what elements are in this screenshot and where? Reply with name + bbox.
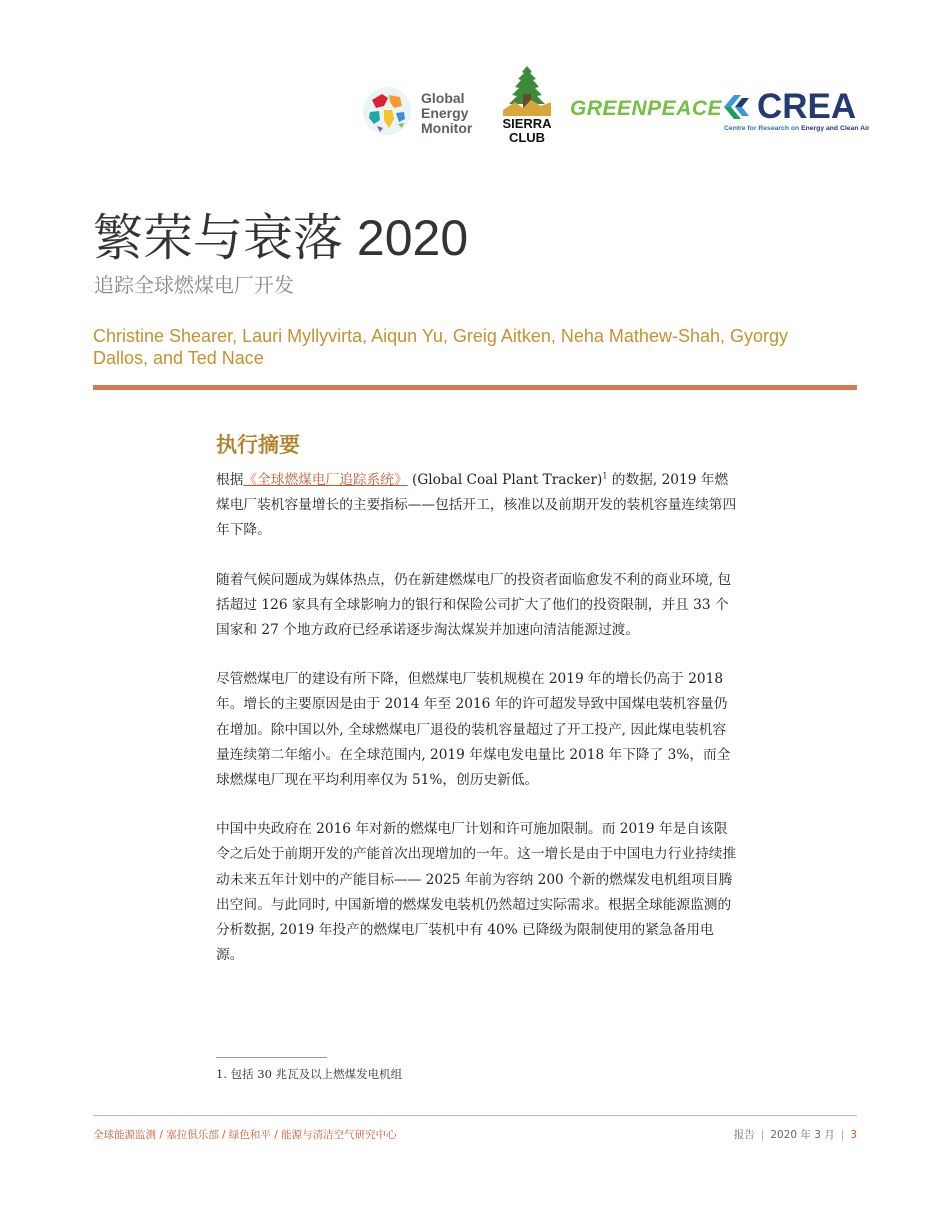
report-title: 繁荣与衰落 2020 <box>93 210 469 266</box>
footer-separator: | <box>840 1129 845 1141</box>
crea-subtitle <box>724 125 870 132</box>
title-divider <box>93 385 857 390</box>
coal-plant-tracker-link[interactable]: 《全球燃煤电厂追踪系统》 <box>243 472 408 488</box>
paragraph-3: 尽管燃煤电厂的建设有所下降，但燃煤电厂装机规模在 2019 年的增长仍高于 2018 年。增长的主要原因是由于 2014 年至 2016 年的许可超发导致中国煤电装机容量仍在增加。除中国以外, 全球燃煤电厂退役的装机容量超过了开工投产, 因此煤电装机容量连续第二年缩小。在全球范围内, 2019 年煤电发电量比 2018 年下降了 3%，而全球燃煤电厂现在平均利用率仅为 51%，创历史新低。 <box>216 671 731 789</box>
p1-post: 的数据, 2019 年燃煤电厂装机容量增长的主要指标——包括开工，核准以及前期开发的装机容量连续第四年下降。 <box>216 472 737 539</box>
gem-line-2: Energy <box>421 105 469 121</box>
footer-date: 2020 年 3 月 <box>770 1129 835 1141</box>
gem-line-3: Monitor <box>421 120 473 136</box>
footer-report-label: 报告 <box>733 1129 755 1141</box>
footer-organizations: 全球能源监测 / 塞拉俱乐部 / 绿色和平 / 能源与清洁空气研究中心 <box>93 1129 397 1141</box>
sierra-line-2: CLUB <box>508 130 546 145</box>
p1-pre: 根据 <box>216 472 244 488</box>
crea-subtitle-b: Energy and Clean Air <box>801 125 870 132</box>
footnote: 1. 包括 30 兆瓦及以上燃煤发电机组 <box>216 1067 403 1081</box>
crea-subtitle-a: Centre for Research on <box>724 125 802 132</box>
greenpeace-logo: GREENPEACE <box>570 97 723 120</box>
crea-wordmark: CREA <box>757 87 857 126</box>
paragraph-4: 中国中央政府在 2016 年对新的燃煤电厂计划和许可施加限制。而 2019 年是自该限令之后处于前期开发的产能首次出现增加的一年。这一增长是由于中国电力行业持续推动未来五年计划中的产能目标—— 2025 年前为容纳 200 个新的燃煤发电机组项目腾出空间。与此同时, 中国新增的燃煤发电装机仍然超过实际需求。根据全球能源监测的分析数据, 2019 年投产的燃煤电厂装机中有 40% 已降级为限制使用的紧急备用电源。 <box>216 821 737 964</box>
paragraph-2: 随着气候问题成为媒体热点，仍在新建燃煤电厂的投资者面临愈发不利的商业环境, 包括超过 126 家具有全球影响力的银行和保险公司扩大了他们的投资限制，并且 33 个国家和 27 个地方政府已经承诺逐步淘汰煤炭并加速向清洁能源过渡。 <box>216 571 732 639</box>
authors: Christine Shearer, Lauri Myllyvirta, Aiqun Yu, Greig Aitken, Neha Mathew-Shah, Gyorgy Dallos, and Ted Nace <box>93 326 789 368</box>
sierra-wordmark <box>498 117 556 145</box>
report-subtitle: 追踪全球燃煤电厂开发 <box>94 275 294 297</box>
footer-divider <box>93 1115 857 1116</box>
section-heading: 执行摘要 <box>216 433 300 457</box>
p1-mid: (Global Coal Plant Tracker) <box>412 472 603 488</box>
partner-logos <box>360 62 870 152</box>
footnote-ref[interactable]: 1 <box>602 471 608 481</box>
page-number: 3 <box>850 1129 857 1141</box>
globe-icon <box>362 86 412 136</box>
paragraph-1 <box>216 468 738 544</box>
sierra-club-logo <box>498 64 556 149</box>
gem-line-1: Global <box>421 90 465 106</box>
crea-mark-icon <box>722 90 754 124</box>
sierra-line-1: SIERRA <box>502 116 552 131</box>
global-energy-monitor-logo <box>360 84 485 144</box>
gem-wordmark <box>421 91 472 136</box>
footer-separator: | <box>760 1129 765 1141</box>
report-body <box>216 468 738 992</box>
sequoia-tree-icon <box>501 64 553 116</box>
crea-logo <box>720 87 870 138</box>
footer-meta <box>734 1128 857 1142</box>
footnote-divider <box>216 1057 327 1058</box>
